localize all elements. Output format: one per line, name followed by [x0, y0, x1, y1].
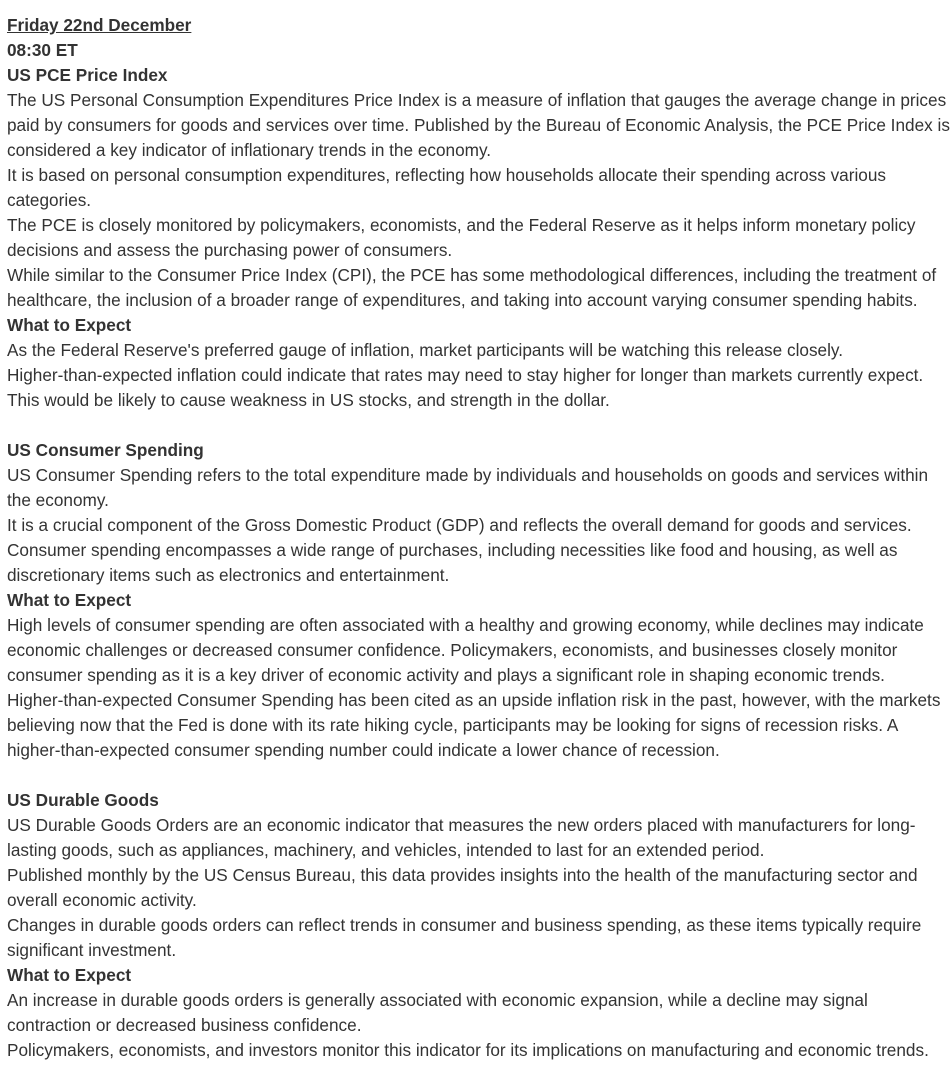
- event-date: Friday 22nd December: [7, 15, 192, 35]
- paragraph: US Durable Goods Orders are an economic indicator that measures the new orders placed with manufacturers for long-lasting goods, such as appliances, machinery, and vehicles, intended to last for an extended period.: [7, 815, 916, 860]
- paragraph: Policymakers, economists, and investors monitor this indicator for its implications on manufacturing and economic trends.: [7, 1040, 929, 1060]
- paragraph: It is based on personal consumption expenditures, reflecting how households allocate their spending across various categories.: [7, 165, 886, 210]
- paragraph: Published monthly by the US Census Bureau, this data provides insights into the health of the manufacturing sector and overall economic activity.: [7, 865, 918, 910]
- paragraph: An increase in durable goods orders is generally associated with economic expansion, while a decline may signal contraction or decreased business confidence.: [7, 990, 868, 1035]
- paragraph: High levels of consumer spending are often associated with a healthy and growing economy, while declines may indicate economic challenges or decreased consumer confidence. Policymakers, economists, and businesses closely monitor consumer spending as it is a key driver of economic activity and plays a significant role in shaping economic trends.: [7, 615, 924, 685]
- section-spacer: [7, 413, 952, 438]
- paragraph: While similar to the Consumer Price Index (CPI), the PCE has some methodological differences, including the treatment of healthcare, the inclusion of a broader range of expenditures, and taking into account varying consumer spending habits.: [7, 265, 937, 310]
- paragraph: Higher-than-expected Consumer Spending has been cited as an upside inflation risk in the past, however, with the markets believing now that the Fed is done with its rate hiking cycle, participants may be looking for signs of recession risks. A higher-than-expected consumer spending number could indicate a lower chance of recession.: [7, 690, 941, 760]
- paragraph: Consumer spending encompasses a wide range of purchases, including necessities like food and housing, as well as discretionary items such as electronics and entertainment.: [7, 540, 898, 585]
- section-durable-goods: [7, 788, 952, 1063]
- what-to-expect-heading: What to Expect: [7, 315, 132, 335]
- paragraph: The PCE is closely monitored by policymakers, economists, and the Federal Reserve as it helps inform monetary policy decisions and assess the purchasing power of consumers.: [7, 215, 916, 260]
- paragraph: Higher-than-expected inflation could indicate that rates may need to stay higher for longer than markets currently expect. This would be likely to cause weakness in US stocks, and strength in the dollar.: [7, 365, 924, 410]
- paragraph: The US Personal Consumption Expenditures Price Index is a measure of inflation that gauges the average change in prices paid by consumers for goods and services over time. Published by the Bureau of Economic Analysis, the PCE Price Index is considered a key indicator of inflationary trends in the economy.: [7, 90, 950, 160]
- section-spacer: [7, 763, 952, 788]
- what-to-expect-heading: What to Expect: [7, 590, 132, 610]
- section-pce: [7, 63, 952, 413]
- event-time: 08:30 ET: [7, 40, 78, 60]
- section-consumer-spending: [7, 438, 952, 763]
- section-title: US Durable Goods: [7, 790, 159, 810]
- section-title: US Consumer Spending: [7, 440, 204, 460]
- paragraph: It is a crucial component of the Gross Domestic Product (GDP) and reflects the overall demand for goods and services.: [7, 515, 912, 535]
- what-to-expect-heading: What to Expect: [7, 965, 132, 985]
- section-title: US PCE Price Index: [7, 65, 168, 85]
- paragraph: Changes in durable goods orders can reflect trends in consumer and business spending, as these items typically require significant investment.: [7, 915, 922, 960]
- paragraph: As the Federal Reserve's preferred gauge of inflation, market participants will be watching this release closely.: [7, 340, 844, 360]
- paragraph: US Consumer Spending refers to the total expenditure made by individuals and households on goods and services within the economy.: [7, 465, 929, 510]
